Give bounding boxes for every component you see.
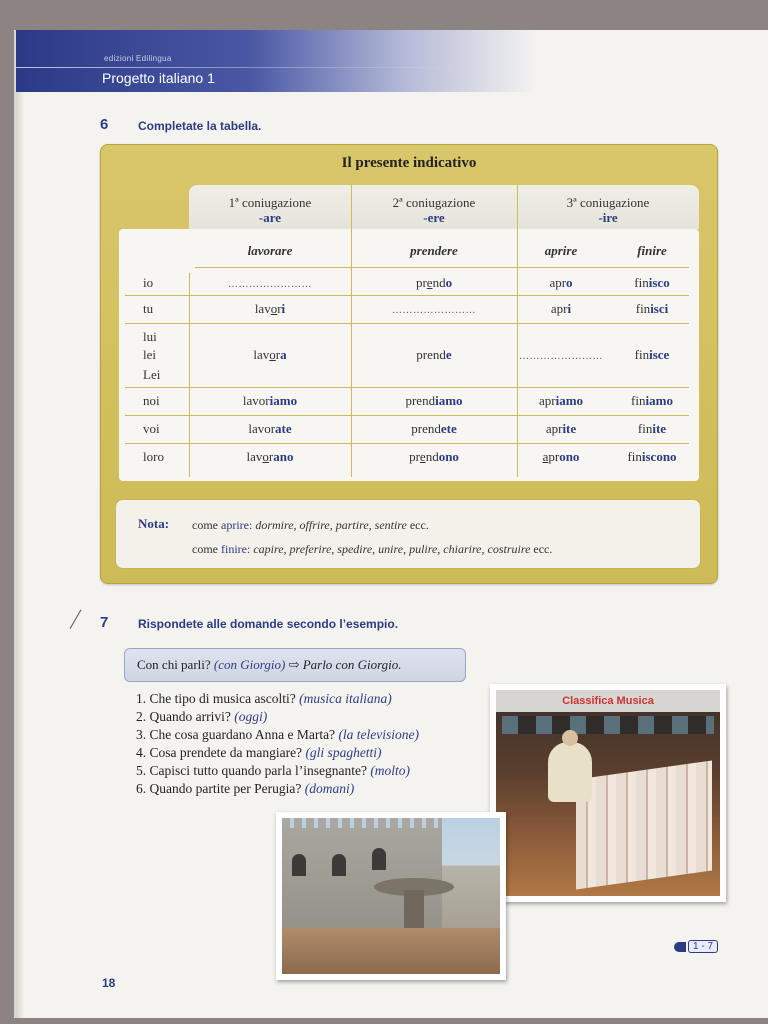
stem: prend <box>416 347 446 362</box>
list-item <box>136 708 476 726</box>
pronoun-lei: lei <box>143 347 156 362</box>
nota-suffix: ecc. <box>533 542 553 556</box>
stem: fin <box>637 421 653 436</box>
stem: r <box>268 449 274 464</box>
question-hint: (molto) <box>370 763 411 778</box>
question-text: 5. Capisci tutto quando parla l’insegnante? <box>136 763 367 778</box>
list-item <box>136 744 476 762</box>
question-hint: (gli spaghetti) <box>305 745 382 760</box>
example-answer: Parlo con Giorgio. <box>302 657 402 672</box>
ending: o <box>566 275 573 290</box>
conjugation-header <box>189 185 699 229</box>
stress: o <box>270 301 278 316</box>
nota-suffix: ecc. <box>409 518 429 532</box>
pronoun-loro: loro <box>143 449 164 464</box>
form-io-finire <box>605 275 699 291</box>
stress: o <box>262 449 269 464</box>
pencil-mark <box>70 609 95 636</box>
form-tu-finire <box>605 301 699 317</box>
grid-line <box>125 387 689 388</box>
pronoun-lui: lui <box>143 329 157 344</box>
conj-1-ending: -are <box>258 210 282 225</box>
page-number: 18 <box>102 976 116 990</box>
stem: lav <box>253 347 270 362</box>
pronoun-noi: noi <box>143 393 160 408</box>
ending: ete <box>440 421 457 436</box>
example-question: Con chi parli? <box>137 657 211 672</box>
form-loro-prendere <box>351 449 517 465</box>
nota-line-aprire <box>192 518 429 533</box>
blank-lui-aprire[interactable] <box>517 347 605 363</box>
nota-prefix: come <box>192 542 218 556</box>
grid-line <box>195 267 689 268</box>
form-loro-lavorare <box>189 449 351 465</box>
nota-label: Nota: <box>138 516 170 531</box>
stem: fin <box>627 449 642 464</box>
ending: ono <box>438 449 459 464</box>
ending: ono <box>559 449 580 464</box>
question-hint: (musica italiana) <box>299 691 392 706</box>
form-lui-lavorare <box>189 347 351 363</box>
nota-prefix: come <box>192 518 218 532</box>
question-text: 1. Che tipo di musica ascolti? <box>136 691 296 706</box>
form-lui-prendere <box>351 347 517 363</box>
exercise-6-instruction: Completate la tabella. <box>138 119 262 133</box>
conj-2-ending: -ere <box>423 210 445 225</box>
form-voi-aprire <box>517 421 605 437</box>
stem: r <box>277 301 282 316</box>
example-box <box>124 648 466 682</box>
form-io-aprire <box>517 275 605 291</box>
verb-head-lavorare: lavorare <box>247 243 293 258</box>
stem: lav <box>246 449 263 464</box>
ending: i <box>567 301 572 316</box>
conj-1-header <box>189 195 351 225</box>
list-item <box>136 762 476 780</box>
nota-verb: finire: <box>221 542 251 556</box>
list-item <box>136 690 476 708</box>
form-noi-prendere <box>351 393 517 409</box>
pronoun-io: io <box>143 275 154 290</box>
ending: iamo <box>555 393 584 408</box>
stress: e <box>426 275 433 290</box>
header-divider <box>16 67 476 68</box>
stem: prend <box>405 393 436 408</box>
audio-icon <box>674 942 686 952</box>
exercise-7-number: 7 <box>100 614 109 631</box>
exercise-7-instruction: Rispondete alle domande secondo l’esempio. <box>138 617 399 631</box>
cd-rack <box>576 760 712 889</box>
list-item <box>136 726 476 744</box>
form-noi-finire <box>605 393 699 409</box>
blank-dots: …………………… <box>392 305 476 316</box>
stem: pr <box>415 275 427 290</box>
ending: iamo <box>645 393 673 408</box>
form-voi-finire <box>605 421 699 437</box>
nota-line-finire <box>192 542 552 557</box>
stress: a <box>542 449 549 464</box>
grid-line <box>125 443 689 444</box>
blank-tu-prendere[interactable] <box>351 301 517 317</box>
question-text: 4. Cosa prendete da mangiare? <box>136 745 303 760</box>
square-ground <box>282 928 500 974</box>
verb-head-aprire: aprire <box>544 243 578 258</box>
header-band <box>16 30 536 92</box>
stem: nd <box>432 275 446 290</box>
blank-io-lavorare[interactable] <box>189 275 351 291</box>
shopper-figure <box>548 742 592 802</box>
conj-1-label: 1ª coniugazione <box>228 195 312 210</box>
ending: ite <box>652 421 667 436</box>
form-loro-aprire <box>517 449 605 465</box>
stem: lavor <box>248 421 276 436</box>
list-item <box>136 780 476 798</box>
stress: o <box>269 347 276 362</box>
form-noi-aprire <box>517 393 605 409</box>
palace-window <box>332 854 346 876</box>
question-list <box>136 690 476 798</box>
music-store-image <box>496 690 720 896</box>
conj-2-label: 2ª coniugazione <box>392 195 476 210</box>
question-hint: (domani) <box>304 781 355 796</box>
arrow-right-icon: ⇨ <box>288 657 300 672</box>
cd-shelf <box>502 716 714 734</box>
grid-line <box>125 295 689 296</box>
nota-box <box>115 499 701 569</box>
question-text: 6. Quando partite per Perugia? <box>136 781 302 796</box>
question-hint: (la televisione) <box>338 727 420 742</box>
ending: i <box>281 301 286 316</box>
nota-verb-list: capire, preferire, spedire, unire, pulire, chiarire, costruire <box>253 542 531 556</box>
stem: apr <box>550 301 568 316</box>
ending: isci <box>650 301 669 316</box>
ending: a <box>280 347 287 362</box>
blank-dots: …………………… <box>519 351 603 362</box>
conj-3-label: 3ª coniugazione <box>566 195 650 210</box>
ending: ate <box>275 421 292 436</box>
ending: isce <box>649 347 670 362</box>
stem: prend <box>411 421 441 436</box>
stem: pr <box>409 449 420 464</box>
pronoun-Lei: Lei <box>143 367 161 382</box>
textbook-page <box>14 30 768 1018</box>
grid-line <box>125 323 689 324</box>
stem: fin <box>631 393 646 408</box>
ending: iamo <box>269 393 298 408</box>
track-number: 1 - 7 <box>688 940 718 953</box>
blank-dots: …………………… <box>228 279 312 290</box>
example-hint: (con Giorgio) <box>213 657 286 672</box>
form-io-prendere <box>351 275 517 291</box>
music-store-photo <box>490 684 726 902</box>
audio-track-ref <box>674 940 718 953</box>
conj-2-header <box>351 195 517 225</box>
stem: apr <box>549 275 567 290</box>
table-title: Il presente indicativo <box>341 155 477 171</box>
stem: fin <box>634 275 649 290</box>
pronoun-tu: tu <box>143 301 154 316</box>
stem: lav <box>254 301 271 316</box>
form-lui-finire <box>605 347 699 363</box>
ending: iscono <box>641 449 677 464</box>
stem: nd <box>425 449 439 464</box>
publisher-name: edizioni Edilingua <box>104 54 172 63</box>
form-tu-aprire <box>517 301 605 317</box>
form-tu-lavorare <box>189 301 351 317</box>
nota-verb-list: dormire, offrire, partire, sentire <box>255 518 407 532</box>
verb-head-prendere: prendere <box>410 243 458 258</box>
form-noi-lavorare <box>189 393 351 409</box>
stem: fin <box>635 301 651 316</box>
ending: isco <box>648 275 670 290</box>
conjugation-table-box <box>100 144 718 584</box>
ending: e <box>445 347 452 362</box>
stem: apr <box>545 421 563 436</box>
conj-3-header <box>517 195 699 225</box>
table-body <box>119 229 699 481</box>
question-text: 3. Che cosa guardano Anna e Marta? <box>136 727 336 742</box>
perugia-square-photo <box>276 812 506 980</box>
palace-window <box>292 854 306 876</box>
perugia-square-image <box>282 818 500 974</box>
stem: pr <box>548 449 560 464</box>
question-text: 2. Quando arrivi? <box>136 709 231 724</box>
form-loro-finire <box>605 449 699 465</box>
grid-line <box>125 415 689 416</box>
exercise-6-number: 6 <box>100 116 109 133</box>
stress: e <box>419 449 426 464</box>
series-title: Progetto italiano 1 <box>102 70 215 86</box>
question-hint: (oggi) <box>234 709 268 724</box>
nota-verb: aprire: <box>221 518 253 532</box>
stem: r <box>275 347 281 362</box>
ending: ano <box>273 449 294 464</box>
ending: ite <box>562 421 577 436</box>
ending: o <box>445 275 453 290</box>
form-voi-prendere <box>351 421 517 437</box>
stem: lavor <box>242 393 270 408</box>
form-voi-lavorare <box>189 421 351 437</box>
ending: iamo <box>435 393 463 408</box>
store-sign: Classifica Musica <box>496 690 720 712</box>
stem: fin <box>634 347 650 362</box>
stem: apr <box>538 393 556 408</box>
palace-window <box>372 848 386 870</box>
verb-head-finire: finire <box>637 243 667 258</box>
conj-3-ending: -ire <box>598 210 618 225</box>
pronoun-voi: voi <box>143 421 160 436</box>
